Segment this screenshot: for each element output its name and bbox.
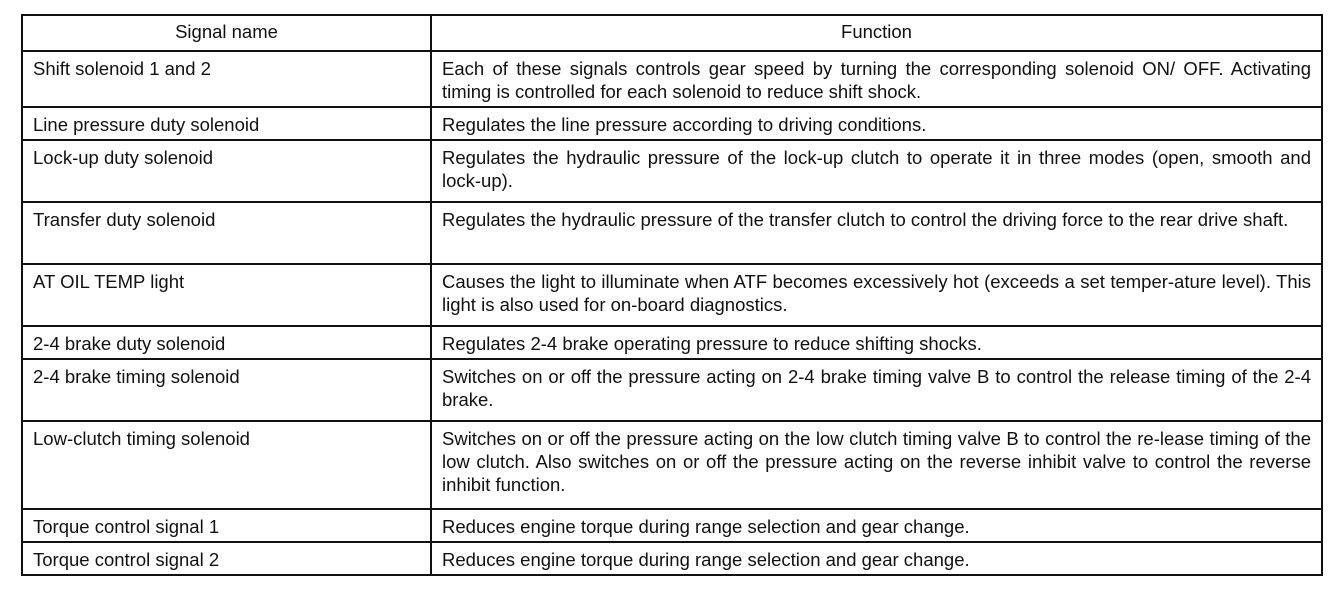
signal-name-cell: AT OIL TEMP light	[22, 264, 431, 326]
signal-name-cell: Line pressure duty solenoid	[22, 107, 431, 140]
signal-name-cell: Low-clutch timing solenoid	[22, 421, 431, 509]
function-cell: Each of these signals controls gear speed by turning the corresponding solenoid ON/ OFF. Activating timing is controlled for each solenoid to reduce shift shock.	[431, 51, 1322, 107]
function-cell: Causes the light to illuminate when ATF becomes excessively hot (exceeds a set temper-ature level). This light is also used for on-board diagnostics.	[431, 264, 1322, 326]
table-row	[22, 202, 1322, 264]
signal-function-table	[21, 14, 1323, 576]
signal-name-cell: Torque control signal 2	[22, 542, 431, 575]
signal-name-cell: Transfer duty solenoid	[22, 202, 431, 264]
table-row	[22, 326, 1322, 359]
signal-function-table-container	[21, 14, 1321, 576]
function-cell: Regulates the hydraulic pressure of the transfer clutch to control the driving force to the rear drive shaft.	[431, 202, 1322, 264]
function-cell: Switches on or off the pressure acting on the low clutch timing valve B to control the re-lease timing of the low clutch. Also switches on or off the pressure acting on the reverse inhibit valve to control the reverse inhibit function.	[431, 421, 1322, 509]
function-cell: Reduces engine torque during range selection and gear change.	[431, 542, 1322, 575]
column-header-function: Function	[431, 15, 1322, 51]
table-row	[22, 542, 1322, 575]
table-row	[22, 51, 1322, 107]
table-row	[22, 509, 1322, 542]
function-cell: Regulates the line pressure according to driving conditions.	[431, 107, 1322, 140]
function-cell: Regulates the hydraulic pressure of the lock-up clutch to operate it in three modes (open, smooth and lock-up).	[431, 140, 1322, 202]
function-cell: Regulates 2-4 brake operating pressure to reduce shifting shocks.	[431, 326, 1322, 359]
table-row	[22, 359, 1322, 421]
table-row	[22, 264, 1322, 326]
table-row	[22, 140, 1322, 202]
signal-name-cell: Lock-up duty solenoid	[22, 140, 431, 202]
table-row	[22, 421, 1322, 509]
table-header-row	[22, 15, 1322, 51]
signal-name-cell: Shift solenoid 1 and 2	[22, 51, 431, 107]
function-cell: Switches on or off the pressure acting on 2-4 brake timing valve B to control the release timing of the 2-4 brake.	[431, 359, 1322, 421]
signal-name-cell: 2-4 brake duty solenoid	[22, 326, 431, 359]
signal-name-cell: 2-4 brake timing solenoid	[22, 359, 431, 421]
function-cell: Reduces engine torque during range selection and gear change.	[431, 509, 1322, 542]
table-row	[22, 107, 1322, 140]
signal-name-cell: Torque control signal 1	[22, 509, 431, 542]
column-header-signal-name: Signal name	[22, 15, 431, 51]
